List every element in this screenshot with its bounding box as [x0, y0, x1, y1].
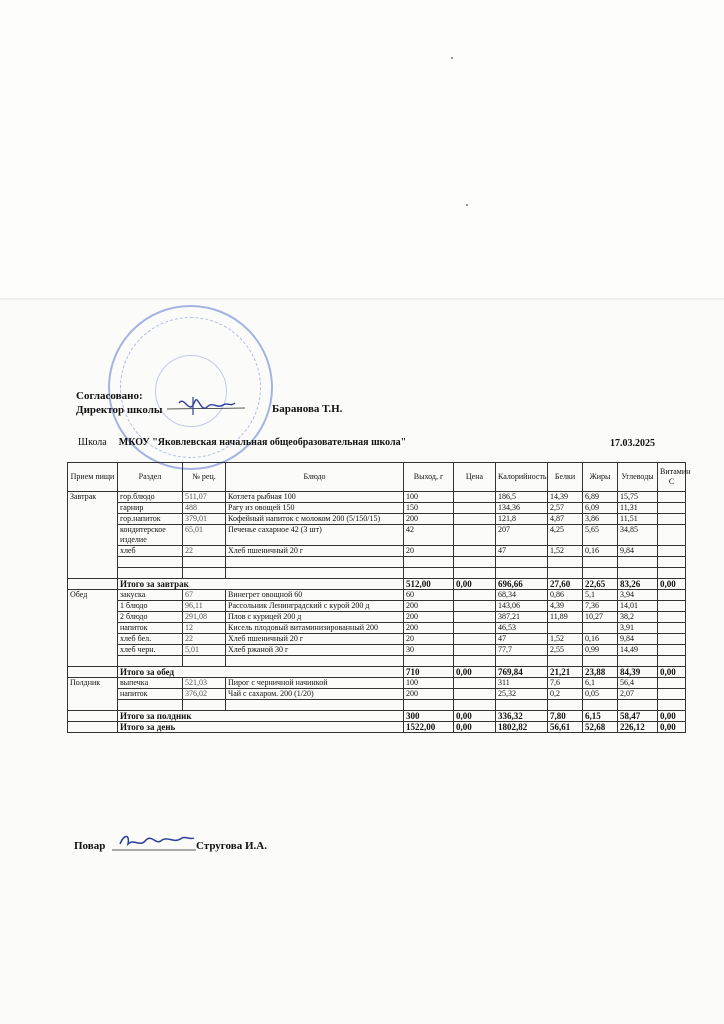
empty-cell: [658, 700, 686, 711]
recipe-number-cell: 65,01: [183, 525, 226, 546]
empty-cell: [658, 557, 686, 568]
protein-cell: 7,6: [548, 678, 583, 689]
fat-cell: [583, 623, 618, 634]
empty-cell: [118, 557, 183, 568]
director-signature: [165, 393, 265, 419]
weight-cell: 100: [404, 492, 454, 503]
empty-cell: [454, 700, 496, 711]
table-row: [68, 678, 686, 689]
table-row: [68, 590, 686, 601]
table-header-row: [68, 463, 686, 492]
weight-cell: 710: [404, 667, 454, 678]
empty-cell: [496, 568, 548, 579]
carbs-cell: 226,12: [618, 722, 658, 733]
weight-cell: 200: [404, 689, 454, 700]
weight-cell: 512,00: [404, 579, 454, 590]
empty-cell: [618, 656, 658, 667]
vitamin-c-cell: 0,00: [658, 722, 686, 733]
weight-cell: 200: [404, 601, 454, 612]
weight-cell: 150: [404, 503, 454, 514]
price-cell: [454, 492, 496, 503]
empty-cell: [618, 700, 658, 711]
section-cell: выпечка: [118, 678, 183, 689]
recipe-number-cell: 22: [183, 546, 226, 557]
table-row: [68, 612, 686, 623]
fat-cell: 23,88: [583, 667, 618, 678]
fat-cell: 0,16: [583, 546, 618, 557]
vitamin-c-cell: [658, 492, 686, 503]
section-cell: гарнир: [118, 503, 183, 514]
empty-cell: [548, 656, 583, 667]
day-total-row: [68, 722, 686, 733]
empty-cell: [548, 557, 583, 568]
column-header: Блюдо: [226, 463, 404, 492]
dish-cell: Хлеб пшеничный 20 г: [226, 634, 404, 645]
vitamin-c-cell: 0,00: [658, 667, 686, 678]
protein-cell: 0,2: [548, 689, 583, 700]
column-header: Калорийность: [496, 463, 548, 492]
price-cell: [454, 634, 496, 645]
fat-cell: 0,05: [583, 689, 618, 700]
calories-cell: 77,7: [496, 645, 548, 656]
table-row: [68, 623, 686, 634]
recipe-number-cell: 291,08: [183, 612, 226, 623]
vitamin-c-cell: [658, 601, 686, 612]
total-label-cell: Итого за обед: [118, 667, 404, 678]
vitamin-c-cell: 0,00: [658, 711, 686, 722]
empty-cell: [496, 557, 548, 568]
table-row: [68, 645, 686, 656]
column-header: Выход, г: [404, 463, 454, 492]
calories-cell: 1802,82: [496, 722, 548, 733]
meal-name-cell: Полдник: [68, 678, 118, 711]
fat-cell: 0,99: [583, 645, 618, 656]
weight-cell: 42: [404, 525, 454, 546]
fat-cell: 10,27: [583, 612, 618, 623]
menu-date: 17.03.2025: [610, 438, 655, 449]
empty-cell: [183, 557, 226, 568]
table-row: [68, 634, 686, 645]
fat-cell: 3,86: [583, 514, 618, 525]
price-cell: [454, 623, 496, 634]
total-label-cell: Итого за полдник: [118, 711, 404, 722]
cook-name: Стругова И.А.: [196, 840, 267, 852]
price-cell: [454, 525, 496, 546]
dish-cell: Плов с курицей 200 д: [226, 612, 404, 623]
dish-cell: Винегрет овощной 60: [226, 590, 404, 601]
school-line: [78, 437, 406, 448]
fat-cell: 6,89: [583, 492, 618, 503]
empty-cell: [583, 568, 618, 579]
empty-cell: [496, 656, 548, 667]
empty-cell: [226, 700, 404, 711]
carbs-cell: 14,49: [618, 645, 658, 656]
empty-row: [68, 568, 686, 579]
speck: [466, 204, 468, 206]
empty-cell: [583, 656, 618, 667]
carbs-cell: 9,84: [618, 634, 658, 645]
calories-cell: 769,84: [496, 667, 548, 678]
recipe-number-cell: 12: [183, 623, 226, 634]
speck: [451, 57, 453, 59]
vitamin-c-cell: [658, 590, 686, 601]
meal-total-row: [68, 711, 686, 722]
protein-cell: 14,39: [548, 492, 583, 503]
column-header: Углеводы: [618, 463, 658, 492]
section-cell: гор.блюдо: [118, 492, 183, 503]
section-cell: напиток: [118, 623, 183, 634]
calories-cell: 134,36: [496, 503, 548, 514]
section-cell: напиток: [118, 689, 183, 700]
empty-cell: [226, 557, 404, 568]
blank-cell: [68, 667, 118, 678]
protein-cell: 4,87: [548, 514, 583, 525]
table-row: [68, 601, 686, 612]
column-header: Витамин С: [658, 463, 686, 492]
meal-name-cell: Обед: [68, 590, 118, 667]
director-name: Баранова Т.Н.: [272, 403, 343, 415]
dish-cell: Пирог с черничной начинкой: [226, 678, 404, 689]
calories-cell: 336,32: [496, 711, 548, 722]
column-header: Раздел: [118, 463, 183, 492]
school-name: МКОУ "Яковлевская начальная общеобразовательная школа": [118, 437, 407, 448]
empty-cell: [658, 656, 686, 667]
protein-cell: 2,57: [548, 503, 583, 514]
vitamin-c-cell: [658, 623, 686, 634]
empty-cell: [548, 568, 583, 579]
approval-block: [76, 389, 162, 417]
empty-row: [68, 656, 686, 667]
blank-upper-area: [0, 0, 724, 300]
calories-cell: 143,06: [496, 601, 548, 612]
calories-cell: 387,21: [496, 612, 548, 623]
protein-cell: 7,80: [548, 711, 583, 722]
carbs-cell: 15,75: [618, 492, 658, 503]
director-label: Директор школы: [76, 404, 163, 416]
section-cell: гор.напиток: [118, 514, 183, 525]
price-cell: [454, 601, 496, 612]
dish-cell: Рассольник Ленинградский с курой 200 д: [226, 601, 404, 612]
dish-cell: Котлета рыбная 100: [226, 492, 404, 503]
vitamin-c-cell: [658, 503, 686, 514]
empty-cell: [496, 700, 548, 711]
price-cell: [454, 503, 496, 514]
paper-fold-line: [0, 298, 724, 302]
empty-cell: [583, 557, 618, 568]
recipe-number-cell: 67: [183, 590, 226, 601]
school-label: Школа: [78, 437, 107, 448]
column-header: Жиры: [583, 463, 618, 492]
empty-cell: [404, 557, 454, 568]
protein-cell: 27,60: [548, 579, 583, 590]
dish-cell: Хлеб пшеничный 20 г: [226, 546, 404, 557]
calories-cell: 696,66: [496, 579, 548, 590]
price-cell: [454, 590, 496, 601]
table-row: [68, 492, 686, 503]
carbs-cell: 3,94: [618, 590, 658, 601]
empty-cell: [118, 568, 183, 579]
fat-cell: 22,65: [583, 579, 618, 590]
price-cell: [454, 689, 496, 700]
recipe-number-cell: 376,02: [183, 689, 226, 700]
empty-cell: [404, 700, 454, 711]
protein-cell: 2,55: [548, 645, 583, 656]
table-row: [68, 503, 686, 514]
section-cell: 1 блюдо: [118, 601, 183, 612]
empty-cell: [183, 700, 226, 711]
calories-cell: 47: [496, 546, 548, 557]
protein-cell: [548, 623, 583, 634]
carbs-cell: 83,26: [618, 579, 658, 590]
empty-cell: [454, 656, 496, 667]
total-label-cell: Итого за день: [118, 722, 404, 733]
meal-total-row: [68, 667, 686, 678]
empty-cell: [658, 568, 686, 579]
empty-cell: [404, 656, 454, 667]
dish-cell: Чай с сахаром. 200 (1/20): [226, 689, 404, 700]
calories-cell: 47: [496, 634, 548, 645]
section-cell: хлеб: [118, 546, 183, 557]
protein-cell: 1,52: [548, 546, 583, 557]
blank-cell: [68, 711, 118, 722]
menu-table: [67, 462, 691, 733]
recipe-number-cell: 521,03: [183, 678, 226, 689]
total-label-cell: Итого за завтрак: [118, 579, 404, 590]
vitamin-c-cell: [658, 525, 686, 546]
calories-cell: 25,32: [496, 689, 548, 700]
empty-cell: [404, 568, 454, 579]
fat-cell: 5,65: [583, 525, 618, 546]
recipe-number-cell: 488: [183, 503, 226, 514]
fat-cell: 6,15: [583, 711, 618, 722]
fat-cell: 6,09: [583, 503, 618, 514]
carbs-cell: 56,4: [618, 678, 658, 689]
empty-cell: [618, 557, 658, 568]
carbs-cell: 14,01: [618, 601, 658, 612]
protein-cell: 11,89: [548, 612, 583, 623]
calories-cell: 46,53: [496, 623, 548, 634]
recipe-number-cell: 22: [183, 634, 226, 645]
fat-cell: 0,16: [583, 634, 618, 645]
calories-cell: 311: [496, 678, 548, 689]
price-cell: [454, 645, 496, 656]
carbs-cell: 3,91: [618, 623, 658, 634]
blank-cell: [68, 579, 118, 590]
blank-cell: [68, 722, 118, 733]
empty-row: [68, 700, 686, 711]
vitamin-c-cell: [658, 645, 686, 656]
carbs-cell: 34,85: [618, 525, 658, 546]
vitamin-c-cell: [658, 678, 686, 689]
carbs-cell: 9,84: [618, 546, 658, 557]
empty-cell: [183, 656, 226, 667]
price-cell: 0,00: [454, 579, 496, 590]
carbs-cell: 38,2: [618, 612, 658, 623]
column-header: Цена: [454, 463, 496, 492]
menu-table-body: [68, 492, 686, 733]
meal-total-row: [68, 579, 686, 590]
column-header: Прием пищи: [68, 463, 118, 492]
section-cell: хлеб бел.: [118, 634, 183, 645]
table-row: [68, 546, 686, 557]
empty-cell: [548, 700, 583, 711]
vitamin-c-cell: [658, 689, 686, 700]
table-row: [68, 525, 686, 546]
carbs-cell: 11,51: [618, 514, 658, 525]
recipe-number-cell: 511,07: [183, 492, 226, 503]
protein-cell: 0,86: [548, 590, 583, 601]
empty-cell: [118, 700, 183, 711]
section-cell: 2 блюдо: [118, 612, 183, 623]
approved-label: Согласовано:: [76, 390, 143, 402]
vitamin-c-cell: [658, 546, 686, 557]
price-cell: 0,00: [454, 722, 496, 733]
weight-cell: 1522,00: [404, 722, 454, 733]
calories-cell: 68,34: [496, 590, 548, 601]
dish-cell: Кофейный напиток с молоком 200 (5/150/15): [226, 514, 404, 525]
dish-cell: Печенье сахарное 42 (3 шт): [226, 525, 404, 546]
carbs-cell: 11,31: [618, 503, 658, 514]
protein-cell: 4,25: [548, 525, 583, 546]
table-row: [68, 689, 686, 700]
empty-cell: [183, 568, 226, 579]
dish-cell: Рагу из овощей 150: [226, 503, 404, 514]
empty-cell: [226, 656, 404, 667]
vitamin-c-cell: [658, 634, 686, 645]
empty-cell: [454, 568, 496, 579]
empty-cell: [118, 656, 183, 667]
dish-cell: Кисель плодовый витаминизированный 200: [226, 623, 404, 634]
price-cell: [454, 546, 496, 557]
meal-name-cell: Завтрак: [68, 492, 118, 579]
empty-cell: [454, 557, 496, 568]
price-cell: [454, 612, 496, 623]
section-cell: кондитерское изделие: [118, 525, 183, 546]
calories-cell: 207: [496, 525, 548, 546]
recipe-number-cell: 379,01: [183, 514, 226, 525]
weight-cell: 20: [404, 634, 454, 645]
column-header: Белки: [548, 463, 583, 492]
dish-cell: Хлеб ржаной 30 г: [226, 645, 404, 656]
empty-row: [68, 557, 686, 568]
recipe-number-cell: 96,11: [183, 601, 226, 612]
protein-cell: 4,39: [548, 601, 583, 612]
section-cell: хлеб черн.: [118, 645, 183, 656]
column-header: № рец.: [183, 463, 226, 492]
calories-cell: 186,5: [496, 492, 548, 503]
section-cell: закуска: [118, 590, 183, 601]
carbs-cell: 58,47: [618, 711, 658, 722]
weight-cell: 20: [404, 546, 454, 557]
cook-label: Повар: [74, 840, 106, 852]
fat-cell: 7,36: [583, 601, 618, 612]
protein-cell: 56,61: [548, 722, 583, 733]
price-cell: 0,00: [454, 667, 496, 678]
weight-cell: 200: [404, 623, 454, 634]
weight-cell: 100: [404, 678, 454, 689]
fat-cell: 5,1: [583, 590, 618, 601]
weight-cell: 200: [404, 612, 454, 623]
carbs-cell: 84,39: [618, 667, 658, 678]
price-cell: [454, 678, 496, 689]
fat-cell: 6,1: [583, 678, 618, 689]
empty-cell: [583, 700, 618, 711]
price-cell: 0,00: [454, 711, 496, 722]
empty-cell: [618, 568, 658, 579]
vitamin-c-cell: [658, 514, 686, 525]
weight-cell: 30: [404, 645, 454, 656]
vitamin-c-cell: [658, 612, 686, 623]
table-row: [68, 514, 686, 525]
weight-cell: 300: [404, 711, 454, 722]
recipe-number-cell: 5,01: [183, 645, 226, 656]
fat-cell: 52,68: [583, 722, 618, 733]
carbs-cell: 2,07: [618, 689, 658, 700]
vitamin-c-cell: 0,00: [658, 579, 686, 590]
protein-cell: 1,52: [548, 634, 583, 645]
weight-cell: 200: [404, 514, 454, 525]
calories-cell: 121,8: [496, 514, 548, 525]
protein-cell: 21,21: [548, 667, 583, 678]
price-cell: [454, 514, 496, 525]
weight-cell: 60: [404, 590, 454, 601]
empty-cell: [226, 568, 404, 579]
cook-signature: [112, 830, 202, 856]
